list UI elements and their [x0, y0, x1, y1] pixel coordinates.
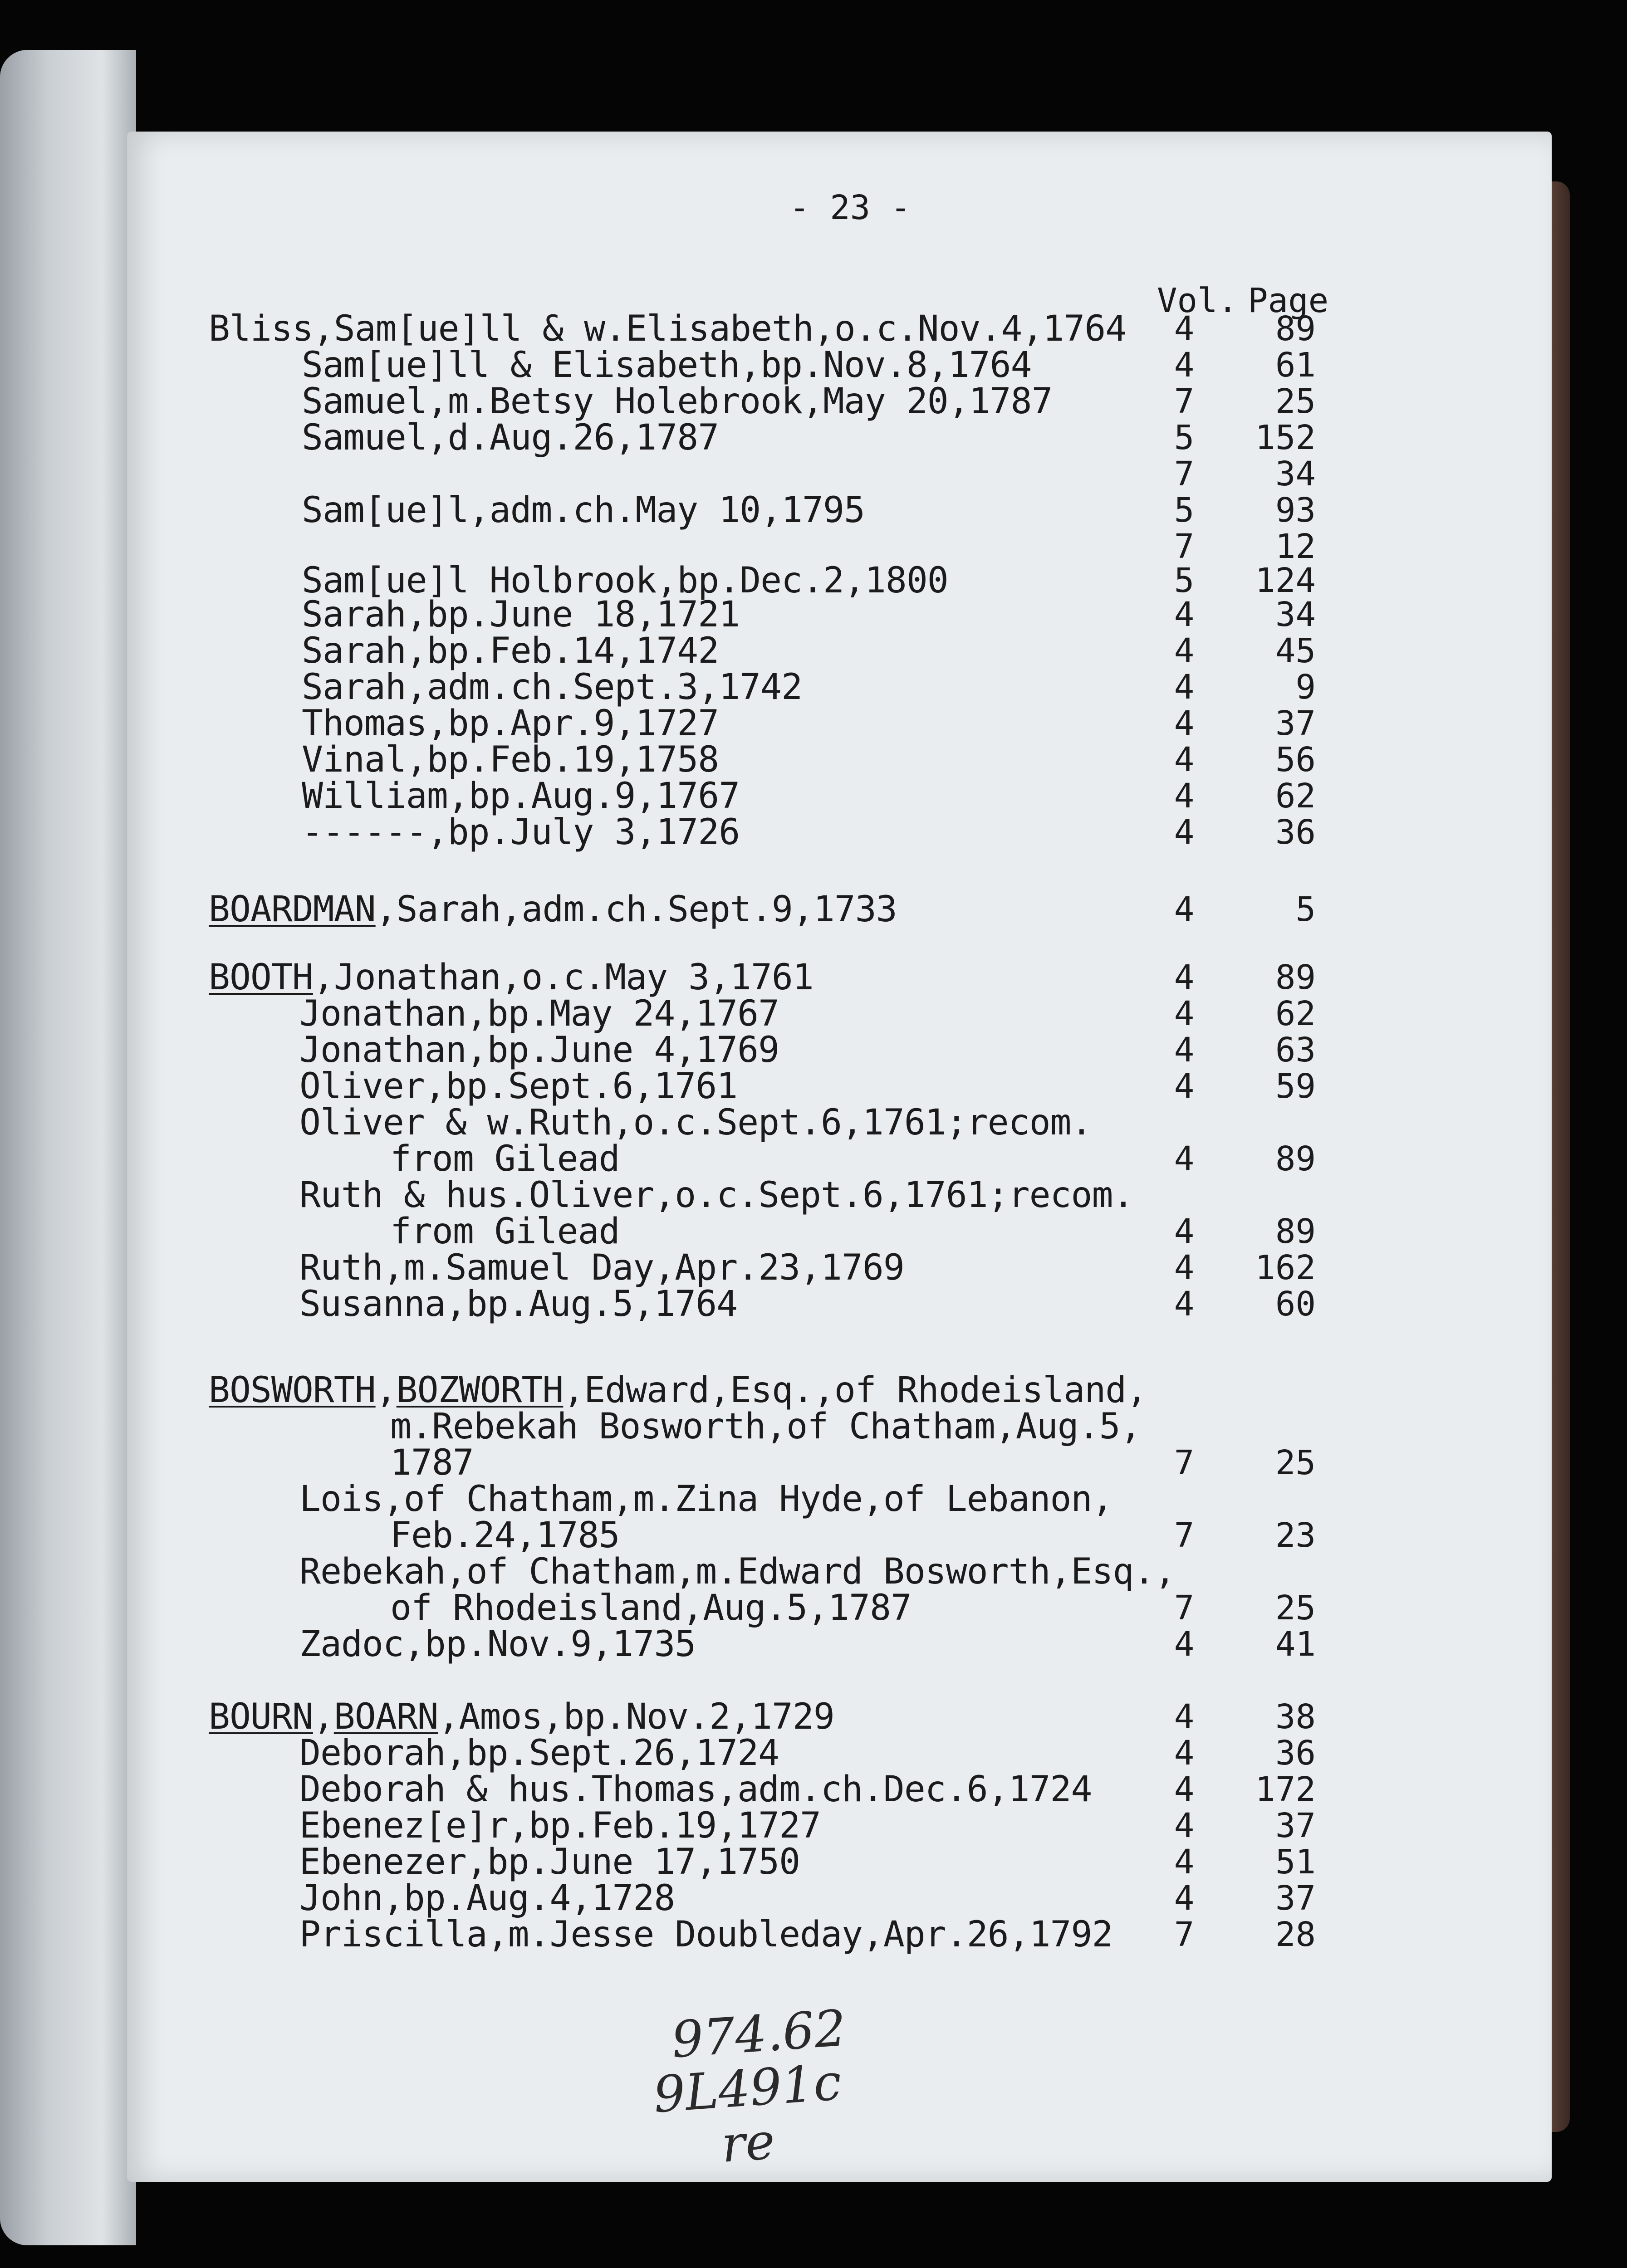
page-reference: 89 [1275, 309, 1316, 348]
page-reference: 162 [1255, 1248, 1316, 1287]
entry-detail: William,bp.Aug.9,1767 [302, 776, 740, 816]
volume-number: 4 [1174, 1843, 1195, 1882]
entry-text [299, 1769, 1092, 1810]
surname-variant-heading: BOZWORTH [396, 1370, 564, 1411]
page-reference: 51 [1275, 1843, 1316, 1882]
entry-text [299, 1551, 1175, 1592]
entry-detail: Feb.24,1785 [390, 1515, 620, 1556]
surname-heading: BOOTH [209, 957, 313, 998]
entry-text [390, 1588, 912, 1628]
volume-number: 4 [1174, 1285, 1195, 1324]
page-reference: 60 [1275, 1285, 1316, 1324]
entry-text [390, 1515, 620, 1556]
page-reference: 89 [1275, 1139, 1316, 1178]
entry-text [302, 739, 719, 780]
entry-detail: Vinal,bp.Feb.19,1758 [302, 739, 719, 780]
surname-heading: Bliss, [209, 308, 334, 349]
entry-text [299, 1624, 696, 1665]
entry-text [299, 1247, 904, 1288]
volume-number: 5 [1174, 418, 1195, 457]
entry-detail: Jonathan,bp.May 24,1767 [299, 993, 779, 1034]
page-reference: 93 [1275, 491, 1316, 530]
volume-number: 4 [1174, 813, 1195, 852]
entry-detail: Zadoc,bp.Nov.9,1735 [299, 1624, 696, 1665]
entry-text [302, 812, 740, 853]
entry-detail: Deborah & hus.Thomas,adm.ch.Dec.6,1724 [299, 1769, 1092, 1810]
volume-number: 4 [1174, 1139, 1195, 1178]
entry-text [209, 1370, 1147, 1411]
surname-heading: BOSWORTH [209, 1370, 376, 1411]
entry-detail: Sam[ue]l Holbrook,bp.Dec.2,1800 [302, 560, 948, 601]
volume-number: 4 [1174, 1806, 1195, 1845]
page-reference: 36 [1275, 1734, 1316, 1773]
entry-text [299, 1733, 779, 1774]
entry-text [299, 1805, 821, 1846]
entry-detail: Lois,of Chatham,m.Zina Hyde,of Lebanon, [299, 1479, 1113, 1520]
entry-text [302, 381, 1053, 422]
volume-number: 4 [1174, 595, 1195, 634]
entry-text [302, 594, 740, 635]
entry-detail: ------,bp.July 3,1726 [302, 812, 740, 853]
volume-number: 4 [1174, 958, 1195, 997]
entry-detail: Oliver,bp.Sept.6,1761 [299, 1066, 738, 1107]
entry-text [299, 1878, 675, 1919]
entry-text [299, 1175, 1133, 1216]
page-reference: 45 [1275, 631, 1316, 670]
page-reference: 62 [1275, 994, 1316, 1033]
handwritten-call-number-line-3: re [719, 2112, 777, 2174]
volume-number: 4 [1174, 740, 1195, 779]
volume-number: 5 [1174, 561, 1195, 600]
volume-number: 4 [1174, 704, 1195, 743]
volume-number: 4 [1174, 1031, 1195, 1070]
volume-number: 4 [1174, 668, 1195, 707]
page-reference: 89 [1275, 1212, 1316, 1251]
page-reference: 25 [1275, 1443, 1316, 1482]
volume-number: 4 [1174, 1734, 1195, 1773]
page-reference: 25 [1275, 1589, 1316, 1628]
page-reference: 34 [1275, 455, 1316, 494]
entry-detail: 1787 [390, 1442, 474, 1483]
entry-text [390, 1139, 620, 1179]
page-reference: 152 [1255, 418, 1316, 457]
entry-detail: ,Jonathan,o.c.May 3,1761 [313, 957, 814, 998]
entry-text [390, 1406, 1141, 1447]
volume-number: 4 [1174, 1248, 1195, 1287]
entry-text [302, 703, 719, 744]
entry-text [302, 667, 802, 708]
entry-text [299, 1284, 737, 1325]
entry-detail: Ebenezer,bp.June 17,1750 [299, 1842, 800, 1882]
entry-text [390, 1442, 474, 1483]
page-reference: 41 [1275, 1625, 1316, 1664]
volume-number: 4 [1174, 309, 1195, 348]
entry-detail: from Gilead [390, 1139, 620, 1179]
volume-number: 4 [1174, 1067, 1195, 1106]
entry-detail: Samuel,d.Aug.26,1787 [302, 417, 719, 458]
surname-separator: , [375, 1370, 397, 1411]
document-page [127, 132, 1552, 2182]
entry-text [299, 993, 779, 1034]
page-reference: 59 [1275, 1067, 1316, 1106]
entry-text [299, 1066, 737, 1107]
volume-number: 7 [1174, 1516, 1195, 1555]
entry-text [209, 957, 814, 998]
page-reference: 172 [1255, 1770, 1316, 1809]
page-reference: 25 [1275, 382, 1316, 421]
page-reference: 38 [1275, 1697, 1316, 1736]
volume-number: 4 [1174, 777, 1195, 816]
surname-heading: BOURN [209, 1696, 313, 1737]
entry-detail: Sam[ue]ll & Elisabeth,bp.Nov.8,1764 [302, 345, 1032, 386]
entry-text [302, 490, 865, 531]
entry-text [302, 417, 719, 458]
page-reference: 37 [1275, 1879, 1316, 1918]
column-header-page: Page [1248, 281, 1329, 320]
entry-detail: Oliver & w.Ruth,o.c.Sept.6,1761;recom. [299, 1102, 1092, 1143]
entry-detail: Rebekah,of Chatham,m.Edward Bosworth,Esq., [299, 1551, 1176, 1592]
page-reference: 36 [1275, 813, 1316, 852]
entry-detail: Susanna,bp.Aug.5,1764 [299, 1284, 738, 1325]
volume-number: 5 [1174, 491, 1195, 530]
entry-detail: Thomas,bp.Apr.9,1727 [302, 703, 719, 744]
surname-heading: BOARDMAN [209, 889, 376, 930]
entry-detail: Priscilla,m.Jesse Doubleday,Apr.26,1792 [299, 1914, 1113, 1955]
column-header-vol: Vol. [1157, 281, 1238, 320]
entry-detail: Ruth,m.Samuel Day,Apr.23,1769 [299, 1247, 904, 1288]
entry-detail: Jonathan,bp.June 4,1769 [299, 1030, 779, 1070]
page-reference: 23 [1275, 1516, 1316, 1555]
entry-detail: ,Amos,bp.Nov.2,1729 [438, 1696, 834, 1737]
entry-detail: Ruth & hus.Oliver,o.c.Sept.6,1761;recom. [299, 1175, 1134, 1216]
page-reference: 12 [1275, 527, 1316, 566]
page-reference: 62 [1275, 777, 1316, 816]
page-reference: 61 [1275, 346, 1316, 385]
page-reference: 89 [1275, 958, 1316, 997]
volume-number: 7 [1174, 455, 1195, 494]
entry-detail: of Rhodeisland,Aug.5,1787 [390, 1588, 912, 1628]
page-reference: 56 [1275, 740, 1316, 779]
volume-number: 7 [1174, 1589, 1195, 1628]
surname-separator: , [313, 1696, 334, 1737]
entry-text [302, 345, 1032, 386]
entry-text [209, 1696, 834, 1737]
entry-text [209, 308, 1126, 349]
entry-detail: Sarah,bp.June 18,1721 [302, 594, 740, 635]
page-reference: 34 [1275, 595, 1316, 634]
entry-detail: from Gilead [390, 1211, 620, 1252]
page-reference: 124 [1255, 561, 1316, 600]
entry-text [302, 631, 719, 671]
handwritten-call-number-line-1: 974.62 [670, 1999, 848, 2069]
entry-detail: Deborah,bp.Sept.26,1724 [299, 1733, 779, 1774]
entry-text [209, 889, 897, 930]
page-reference: 5 [1295, 890, 1316, 929]
volume-number: 7 [1174, 382, 1195, 421]
surname-variant-heading: BOARN [333, 1696, 438, 1737]
entry-text [302, 776, 740, 816]
entry-detail: Samuel,m.Betsy Holebrook,May 20,1787 [302, 381, 1053, 422]
entry-text [299, 1842, 800, 1882]
entry-text [299, 1102, 1092, 1143]
entry-detail: Sarah,bp.Feb.14,1742 [302, 631, 719, 671]
page-reference: 37 [1275, 1806, 1316, 1845]
entry-detail: ,Edward,Esq.,of Rhodeisland, [563, 1370, 1147, 1411]
entry-text [390, 1211, 620, 1252]
page-reference: 37 [1275, 704, 1316, 743]
entry-detail: ,Sarah,adm.ch.Sept.9,1733 [375, 889, 897, 930]
volume-number: 7 [1174, 527, 1195, 566]
entry-detail: Sarah,adm.ch.Sept.3,1742 [302, 667, 803, 708]
page-reference: 9 [1295, 668, 1316, 707]
entry-detail: m.Rebekah Bosworth,of Chatham,Aug.5, [390, 1406, 1141, 1447]
entry-detail: Sam[ue]l,adm.ch.May 10,1795 [302, 490, 865, 531]
entry-text [299, 1914, 1112, 1955]
volume-number: 4 [1174, 994, 1195, 1033]
volume-number: 4 [1174, 890, 1195, 929]
page-reference: 63 [1275, 1031, 1316, 1070]
facing-page-edge [0, 50, 136, 2245]
volume-number: 4 [1174, 631, 1195, 670]
volume-number: 7 [1174, 1443, 1195, 1482]
entry-detail: Sam[ue]ll & w.Elisabeth,o.c.Nov.4,1764 [333, 308, 1127, 349]
entry-detail: Ebenez[e]r,bp.Feb.19,1727 [299, 1805, 821, 1846]
page-number: - 23 - [789, 188, 911, 227]
volume-number: 4 [1174, 1212, 1195, 1251]
entry-text [299, 1479, 1112, 1520]
volume-number: 4 [1174, 1879, 1195, 1918]
volume-number: 4 [1174, 1697, 1195, 1736]
volume-number: 7 [1174, 1915, 1195, 1954]
volume-number: 4 [1174, 346, 1195, 385]
volume-number: 4 [1174, 1770, 1195, 1809]
handwritten-call-number-line-2: 9L491c [652, 2053, 843, 2124]
volume-number: 4 [1174, 1625, 1195, 1664]
entry-detail: John,bp.Aug.4,1728 [299, 1878, 675, 1919]
entry-text [299, 1030, 779, 1070]
page-reference: 28 [1275, 1915, 1316, 1954]
